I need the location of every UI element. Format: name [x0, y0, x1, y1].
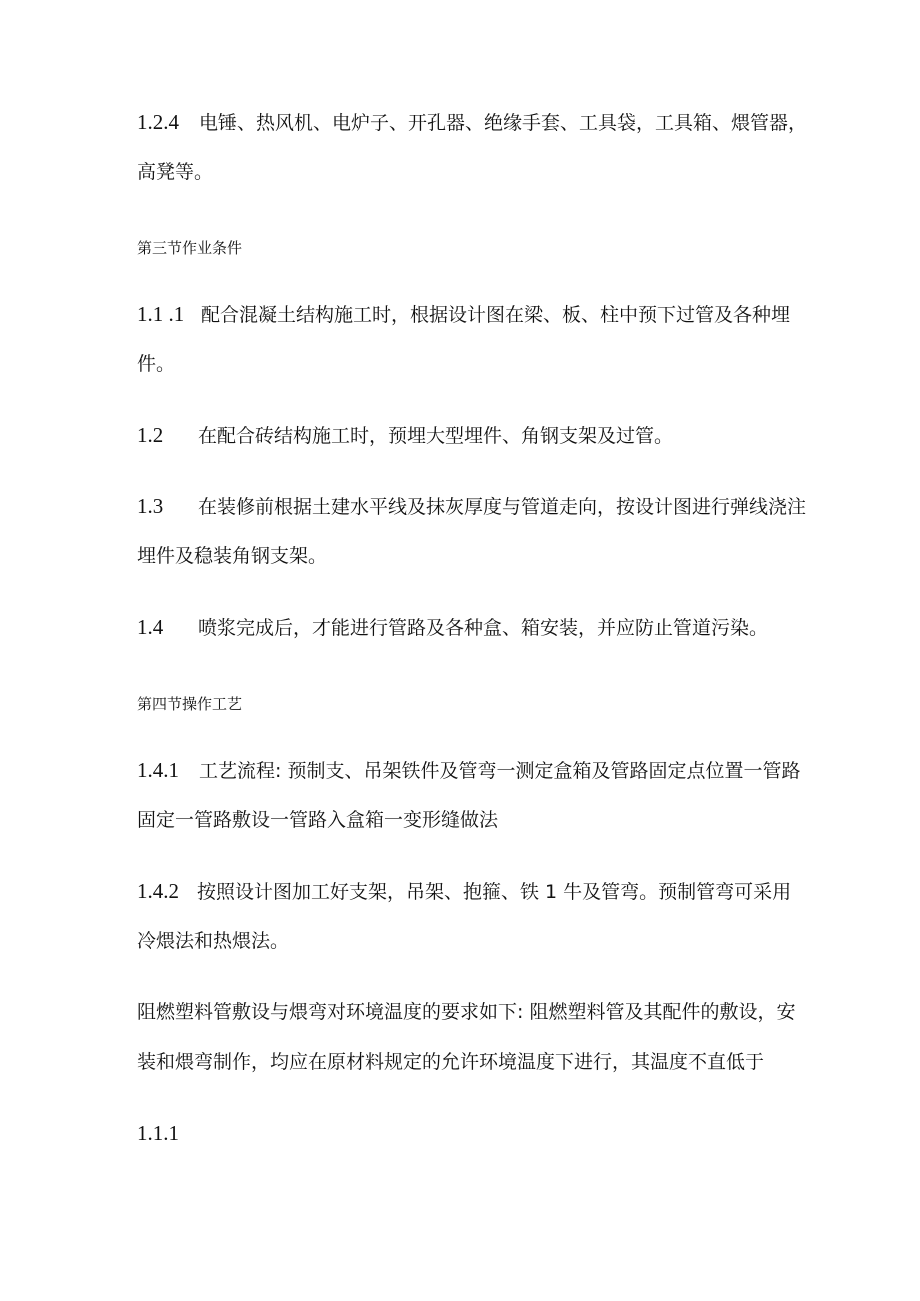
item-1-1-1-line1	[137, 302, 790, 327]
item-text-continued: 件。	[137, 353, 176, 375]
item-text: 电锤、热风机、电炉子、开孔器、绝缘手套、工具袋，工具箱、煨管器，	[199, 112, 808, 134]
item-text-continued: 固定一管路敷设一管路入盒箱一变形缝做法	[137, 809, 499, 831]
item-1-3-line2	[137, 544, 327, 568]
item-1-4-2-line1	[137, 879, 791, 904]
item-text-continued: 冷煨法和热煨法。	[137, 930, 290, 952]
item-number: 1.1 .1	[137, 302, 185, 326]
item-number: 1.2	[137, 423, 164, 447]
section-heading-4: 第四节操作工艺	[137, 695, 243, 713]
item-1-1-1-line2	[137, 352, 175, 376]
item-number-1-1-1	[137, 1121, 179, 1146]
item-number: 1.4.2	[137, 879, 179, 903]
item-text-continued: 埋件及稳装角钢支架。	[137, 545, 328, 567]
item-1-2-4-line2	[137, 160, 213, 184]
item-text: 配合混凝土结构施工时，根据设计图在梁、板、柱中预下过管及各种埋	[201, 304, 791, 326]
item-text: 工艺流程: 预制支、吊架铁件及管弯一测定盒箱及管路固定点位置一管路	[199, 760, 801, 782]
item-text: 在装修前根据土建水平线及抹灰厚度与管道走向，按设计图进行弹线浇注	[198, 496, 807, 518]
item-1-4	[137, 615, 768, 640]
item-1-4-1-line1	[137, 758, 800, 783]
item-number: 1.2.4	[137, 110, 179, 134]
item-text: 喷浆完成后，才能进行管路及各种盒、箱安装，并应防止管道污染。	[198, 617, 769, 639]
item-1-4-2-line2	[137, 929, 289, 953]
item-text: 在配合砖结构施工时，预埋大型埋件、角钢支架及过管。	[198, 425, 674, 447]
section-heading-3: 第三节作业条件	[137, 239, 243, 257]
item-1-2	[137, 423, 673, 448]
item-1-2-4-line1	[137, 110, 807, 135]
item-number: 1.4.1	[137, 758, 179, 782]
item-1-3-line1	[137, 494, 806, 519]
item-number: 1.1.1	[137, 1121, 179, 1145]
item-1-4-1-line2	[137, 808, 498, 832]
paragraph-line2: 装和煨弯制作，均应在原材料规定的允许环境温度下进行，其温度不直低于	[137, 1051, 765, 1073]
item-number: 1.4	[137, 615, 164, 639]
item-text-continued: 高凳等。	[137, 161, 214, 183]
paragraph-line1: 阻燃塑料管敷设与煨弯对环境温度的要求如下: 阻燃塑料管及其配件的敷设，安	[137, 1001, 796, 1023]
item-number: 1.3	[137, 494, 164, 518]
item-text: 按照设计图加工好支架，吊架、抱箍、铁 1 牛及管弯。预制管弯可采用	[197, 881, 792, 903]
